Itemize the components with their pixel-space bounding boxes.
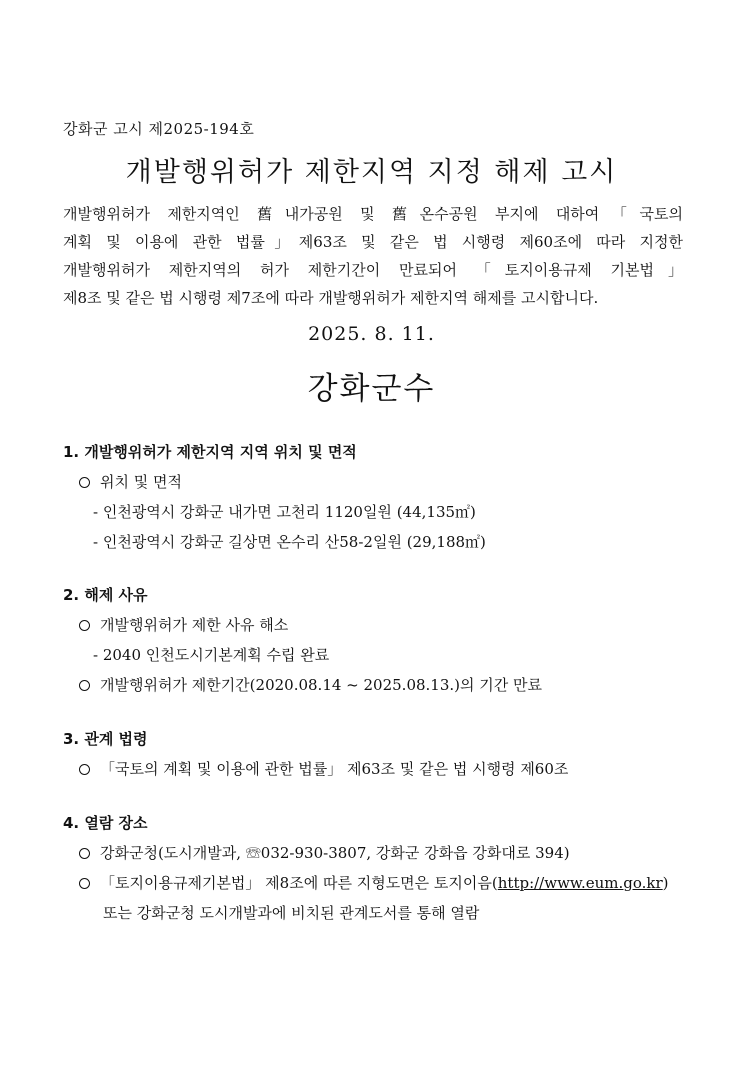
body-line: 개발행위허가 제한지역의 허가 제한기간이 만료되어 「토지이용규제 기본법」 <box>63 261 683 279</box>
list-item <box>63 610 703 640</box>
bullet-text: 위치 및 면적 <box>100 473 182 491</box>
continuation-text: 또는 강화군청 도시개발과에 비치된 관계도서를 통해 열람 <box>103 904 480 922</box>
eum-website-link[interactable]: http://www.eum.go.kr <box>497 874 663 892</box>
body-line: 제8조 및 같은 법 시행령 제7조에 따라 개발행위허가 제한지역 해제를 고시합니다. <box>63 289 599 307</box>
notice-body <box>63 200 683 312</box>
bullet-text: 개발행위허가 제한 사유 해소 <box>100 616 289 634</box>
section-heading: 1. 개발행위허가 제한지역 지역 위치 및 면적 <box>63 443 357 461</box>
section-heading: 3. 관계 법령 <box>63 730 148 748</box>
section-reason <box>63 580 703 700</box>
bullet-text: 「토지이용규제기본법」 제8조에 따른 지형도면은 토지이음( <box>100 874 498 892</box>
page-title: 개발행위허가 제한지역 지정 해제 고시 <box>125 157 618 188</box>
bullet-text-suffix: ) <box>662 874 669 892</box>
list-item <box>63 754 703 784</box>
section-law <box>63 724 703 784</box>
sub-item: - 인천광역시 강화군 길상면 온수리 산58-2일원 (29,188㎡) <box>93 533 486 551</box>
list-item <box>63 868 703 898</box>
section-location <box>63 437 703 557</box>
notice-date: 2025. 8. 11. <box>308 323 435 345</box>
bullet-text: 강화군청(도시개발과, ☏032-930-3807, 강화군 강화읍 강화대로 394) <box>100 844 570 862</box>
notice-number: 강화군 고시 제2025-194호 <box>63 120 255 138</box>
circle-bullet-icon <box>79 764 90 775</box>
bullet-text: 개발행위허가 제한기간(2020.08.14 ~ 2025.08.13.)의 기간 만료 <box>100 676 542 694</box>
section-inspection <box>63 808 703 928</box>
list-item <box>63 838 703 868</box>
circle-bullet-icon <box>79 477 90 488</box>
section-heading: 4. 열람 장소 <box>63 814 148 832</box>
list-item <box>63 467 703 497</box>
sub-item: - 2040 인천도시기본계획 수립 완료 <box>93 646 330 664</box>
circle-bullet-icon <box>79 878 90 889</box>
sub-item: - 인천광역시 강화군 내가면 고천리 1120일원 (44,135㎡) <box>93 503 476 521</box>
bullet-text: 「국토의 계획 및 이용에 관한 법률」 제63조 및 같은 법 시행령 제60조 <box>100 760 569 778</box>
body-line: 개발행위허가 제한지역인 舊내가공원 및 舊온수공원 부지에 대하여「국토의 <box>63 205 683 223</box>
section-heading: 2. 해제 사유 <box>63 586 148 604</box>
circle-bullet-icon <box>79 848 90 859</box>
issuer-name: 강화군수 <box>307 371 436 407</box>
circle-bullet-icon <box>79 620 90 631</box>
body-line: 계획 및 이용에 관한 법률」제63조 및 같은 법 시행령 제60조에 따라 지정한 <box>63 233 683 251</box>
circle-bullet-icon <box>79 680 90 691</box>
list-item <box>63 670 703 700</box>
